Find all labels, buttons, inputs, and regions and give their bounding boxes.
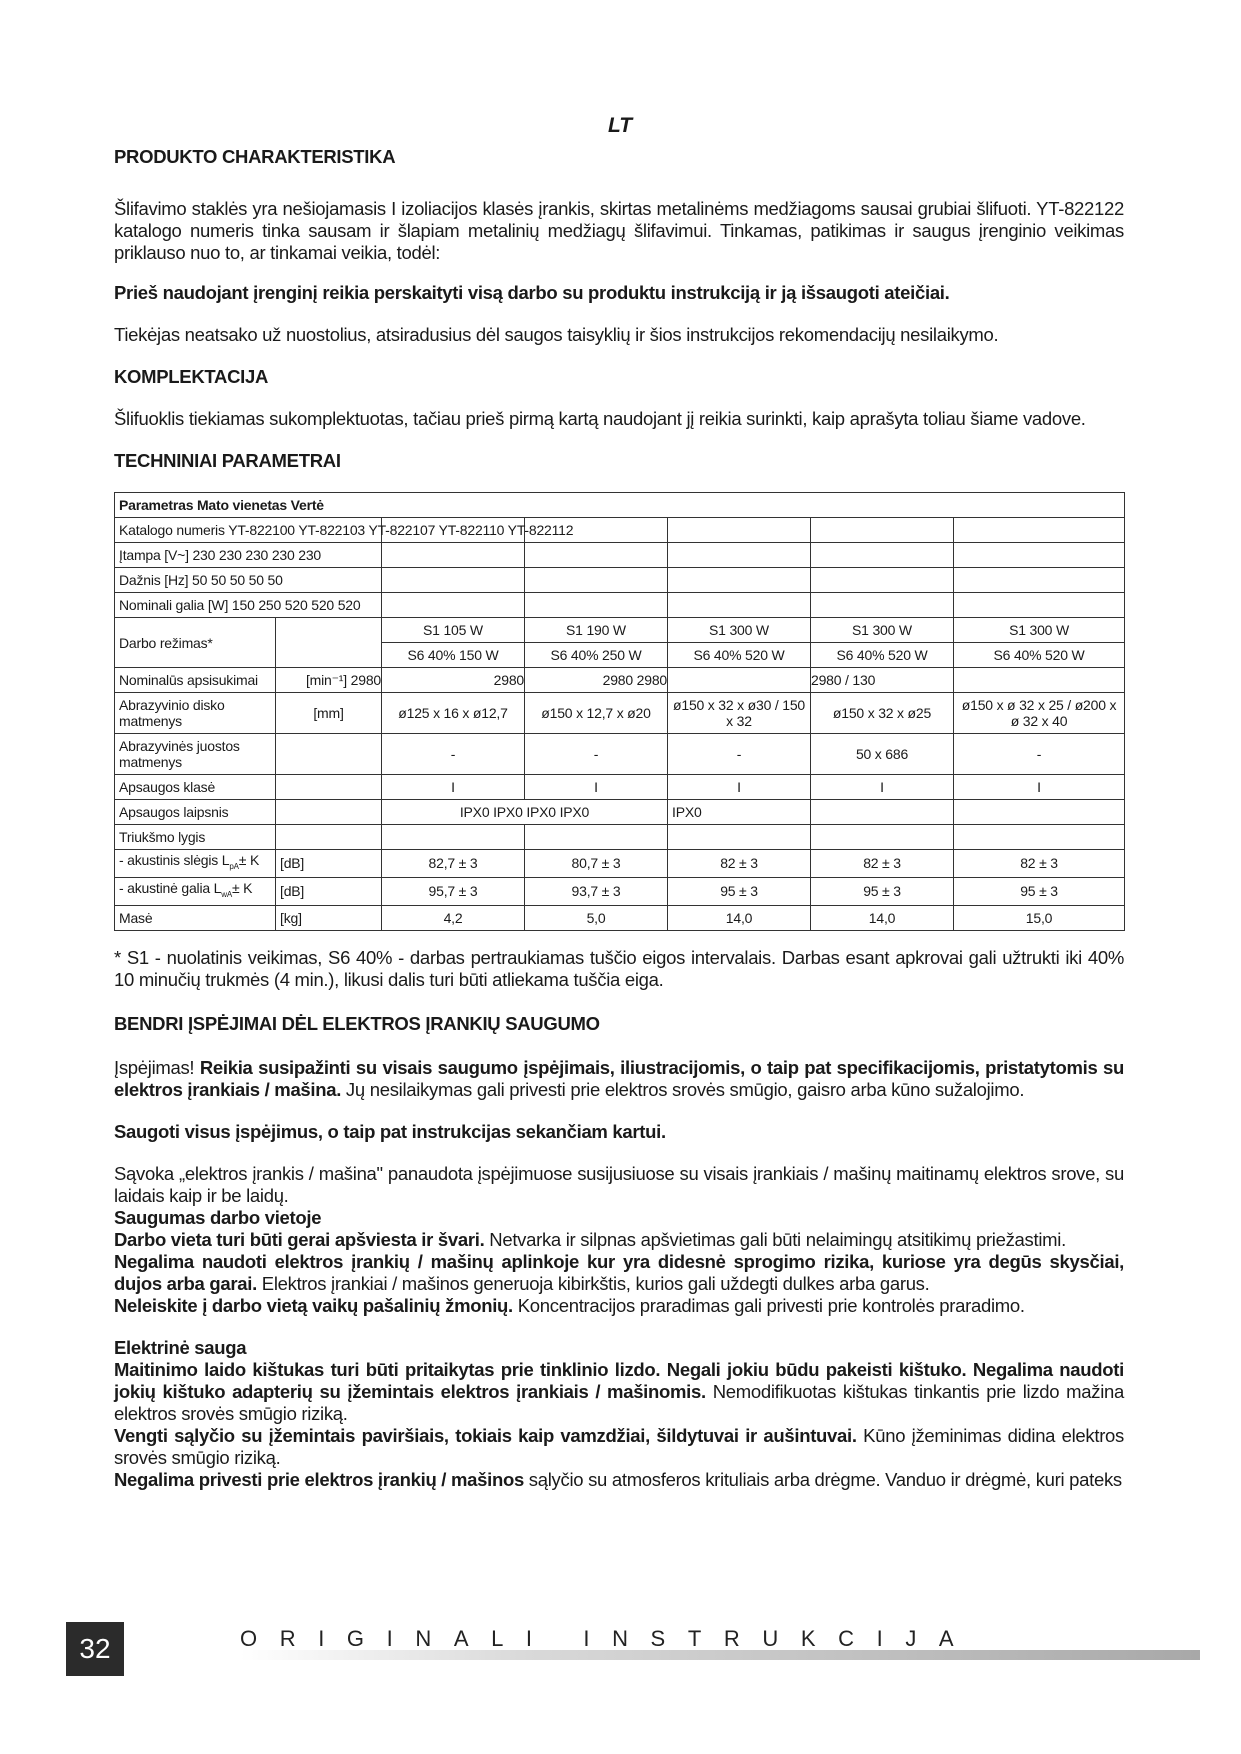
frequency-cell: Dažnis [Hz] 50 50 50 50 50 xyxy=(115,568,382,593)
belt-value: - xyxy=(954,734,1125,775)
mode-cell: S1 300 W xyxy=(954,618,1125,643)
disk-value: ø150 x 32 x ø25 xyxy=(811,693,954,734)
mode-cell: S6 40% 250 W xyxy=(525,643,668,668)
product-description: Šlifavimo staklės yra nešiojamasis I izoliacijos klasės įrankis, skirtas metalinėms medžiagoms sausai grubiai šlifuoti. YT-822122 katalogo numeris tinka sausam ir šlapiam metalinių medžiagų šlifavimui. Tinkamas, patikimas ir saugus įrenginio veikimas priklauso nuo to, ar tinkamai veikia, todėl: xyxy=(114,198,1124,263)
table-row xyxy=(115,800,1125,825)
mode-cell: S6 40% 520 W xyxy=(668,643,811,668)
class-value: I xyxy=(525,775,668,800)
rpm-value: 2980 xyxy=(382,668,525,693)
section-title-safety: BENDRI ĮSPĖJIMAI DĖL ELEKTROS ĮRANKIŲ SAUGUMO xyxy=(114,1012,600,1034)
section-title-kit: KOMPLEKTACIJA xyxy=(114,366,269,387)
rpm-value: 2980 2980 xyxy=(525,668,668,693)
pressure-value: 82 ± 3 xyxy=(811,850,954,878)
ip-value: IPX0 IPX0 IPX0 IPX0 xyxy=(382,800,668,825)
mass-label: Masė xyxy=(115,905,276,930)
table-row xyxy=(115,568,1125,593)
pressure-value: 82 ± 3 xyxy=(954,850,1125,878)
table-row xyxy=(115,593,1125,618)
disk-unit: [mm] xyxy=(276,693,382,734)
table-row xyxy=(115,543,1125,568)
table-row xyxy=(115,693,1125,734)
ip-label: Apsaugos laipsnis xyxy=(115,800,276,825)
power-level-value: 95 ± 3 xyxy=(811,877,954,905)
mass-value: 5,0 xyxy=(525,905,668,930)
mass-value: 14,0 xyxy=(811,905,954,930)
duty-cycle-note: * S1 - nuolatinis veikimas, S6 40% - darbas pertraukiamas tuščio eigos intervalais. Darbas esant apkrovai gali užtrukti iki 40% 10 minučių trukmės (4 min.), likusi dalis turi būti atliekama tuščia eiga. xyxy=(114,946,1124,990)
pressure-value: 80,7 ± 3 xyxy=(525,850,668,878)
disk-value: ø150 x 12,7 x ø20 xyxy=(525,693,668,734)
belt-value: 50 x 686 xyxy=(811,734,954,775)
belt-value: - xyxy=(382,734,525,775)
disk-label: Abrazyvinio disko matmenys xyxy=(115,693,276,734)
footer-title: ORIGINALI INSTRUKCIJA xyxy=(240,1626,977,1651)
mode-cell: S1 190 W xyxy=(525,618,668,643)
electrical-rule: Maitinimo laido kištukas turi būti pritaikytas prie tinklinio lizdo. Negali jokiu būdu pakeisti kištuko. Negalima naudoti jokių kištuko adapterių su įžemintais elektros įrankiais / mašinomis. Nemodifikuotas kištukas tinkantis prie lizdo mažina elektros srovės smūgio riziką. xyxy=(114,1358,1124,1424)
mass-value: 15,0 xyxy=(954,905,1125,930)
table-header-cell: Parametras Mato vienetas Vertė xyxy=(115,493,1125,518)
subsection-title-workplace: Saugumas darbo vietoje xyxy=(114,1206,322,1228)
rpm-value: 2980 / 130 xyxy=(811,668,954,693)
table-row xyxy=(115,618,1125,643)
class-value: I xyxy=(954,775,1125,800)
pressure-value: 82 ± 3 xyxy=(668,850,811,878)
mode-cell: S6 40% 150 W xyxy=(382,643,525,668)
technical-parameters-table xyxy=(114,492,1125,931)
table-row xyxy=(115,493,1125,518)
belt-value: - xyxy=(668,734,811,775)
table-row xyxy=(115,877,1125,905)
pressure-unit: [dB] xyxy=(276,850,382,878)
noise-label: Triukšmo lygis xyxy=(115,825,276,850)
table-row xyxy=(115,775,1125,800)
mass-value: 14,0 xyxy=(668,905,811,930)
mass-value: 4,2 xyxy=(382,905,525,930)
catalog-numbers-cell: Katalogo numeris YT-822100 YT-822103 YT-822107 YT-822110 YT-822112 xyxy=(115,518,382,543)
disk-value: ø150 x 32 x ø30 / 150 x 32 xyxy=(668,693,811,734)
voltage-cell: Įtampa [V~] 230 230 230 230 230 xyxy=(115,543,382,568)
power-level-value: 95 ± 3 xyxy=(954,877,1125,905)
mode-cell: S6 40% 520 W xyxy=(811,643,954,668)
belt-value: - xyxy=(525,734,668,775)
table-row xyxy=(115,668,1125,693)
workplace-rule: Negalima naudoti elektros įrankių / mašinų aplinkoje kur yra didesnė sprogimo rizika, kuriose yra degūs skysčiai, dujos arba garai. Elektros įrankiai / mašinos generuoja kibirkštis, kurios gali uždegti dulkes arba garus. xyxy=(114,1250,1124,1294)
class-value: I xyxy=(811,775,954,800)
power-level-value: 93,7 ± 3 xyxy=(525,877,668,905)
mass-unit: [kg] xyxy=(276,905,382,930)
pressure-label: - akustinis slėgis $L_{pA}\pm K$ xyxy=(115,850,276,878)
pressure-value: 82,7 ± 3 xyxy=(382,850,525,878)
read-instructions-notice: Prieš naudojant įrenginį reikia perskaityti visą darbo su produktu instrukciją ir ją išsaugoti ateičiai. xyxy=(114,282,950,303)
section-title-technical: TECHNINIAI PARAMETRAI xyxy=(114,450,341,471)
liability-notice: Tiekėjas neatsako už nuostolius, atsiradusius dėl saugos taisyklių ir šios instrukcijos rekomendacijų nesilaikymo. xyxy=(114,324,999,345)
section-title-product: PRODUKTO CHARAKTERISTIKA xyxy=(114,146,396,167)
power-cell: Nominali galia [W] 150 250 520 520 520 xyxy=(115,593,382,618)
subsection-title-electrical: Elektrinė sauga xyxy=(114,1336,247,1358)
keep-warnings-notice: Saugoti visus įspėjimus, o taip pat instrukcijas sekančiam kartui. xyxy=(114,1120,666,1142)
power-level-label: - akustinė galia $L_{wA}\pm K$ xyxy=(115,877,276,905)
class-label: Apsaugos klasė xyxy=(115,775,276,800)
page-number: 32 xyxy=(66,1622,124,1676)
mode-label: Darbo režimas* xyxy=(115,618,276,668)
belt-label: Abrazyvinės juostos matmenys xyxy=(115,734,276,775)
ip-value: IPX0 xyxy=(668,800,811,825)
mode-cell: S1 300 W xyxy=(668,618,811,643)
table-row xyxy=(115,850,1125,878)
class-value: I xyxy=(668,775,811,800)
disk-value: ø150 x ø 32 x 25 / ø200 x ø 32 x 40 xyxy=(954,693,1125,734)
power-level-value: 95 ± 3 xyxy=(668,877,811,905)
mode-cell: S6 40% 520 W xyxy=(954,643,1125,668)
rpm-label: Nominalūs apsisukimai xyxy=(115,668,276,693)
rpm-unit: [min⁻¹] 2980 xyxy=(276,668,382,693)
table-row xyxy=(115,825,1125,850)
workplace-rule: Darbo vieta turi būti gerai apšviesta ir švari. Netvarka ir silpnas apšvietimas gali būti nelaimingų atsitikimų priežastimi. xyxy=(114,1228,1066,1250)
table-row xyxy=(115,734,1125,775)
power-level-value: 95,7 ± 3 xyxy=(382,877,525,905)
disk-value: ø125 x 16 x ø12,7 xyxy=(382,693,525,734)
electrical-rule: Negalima privesti prie elektros įrankių / mašinos sąlyčio su atmosferos krituliais arba drėgme. Vanduo ir drėgmė, kuri pateks xyxy=(114,1468,1122,1490)
class-value: I xyxy=(382,775,525,800)
warning-paragraph: Įspėjimas! Reikia susipažinti su visais saugumo įspėjimais, iliustracijomis, o taip pat specifikacijomis, pristatytomis su elektros įrankiais / mašina. Jų nesilaikymas gali privesti prie elektros srovės smūgio, gaisro arba kūno sužalojimo. xyxy=(114,1056,1124,1100)
workplace-rule: Neleiskite į darbo vietą vaikų pašalinių žmonių. Koncentracijos praradimas gali privesti prie kontrolės praradimo. xyxy=(114,1294,1025,1316)
mode-cell: S1 300 W xyxy=(811,618,954,643)
electrical-rule: Vengti sąlyčio su įžemintais paviršiais, tokiais kaip vamzdžiai, šildytuvai ir aušintuvai. Kūno įžeminimas didina elektros srovės smūgio riziką. xyxy=(114,1424,1124,1468)
power-level-unit: [dB] xyxy=(276,877,382,905)
mode-cell: S1 105 W xyxy=(382,618,525,643)
table-row xyxy=(115,518,1125,543)
language-code: LT xyxy=(608,114,633,137)
kit-description: Šlifuoklis tiekiamas sukomplektuotas, tačiau prieš pirmą kartą naudojant jį reikia surinkti, kaip aprašyta toliau šiame vadove. xyxy=(114,408,1086,429)
page-content xyxy=(114,146,1124,1491)
definition-paragraph: Sąvoka „elektros įrankis / mašina" panaudota įspėjimuose susijusiuose su visais įrankiais / mašinų maitinamų elektros srove, su laidais kaip ir be laidų. xyxy=(114,1162,1124,1206)
table-row xyxy=(115,905,1125,930)
